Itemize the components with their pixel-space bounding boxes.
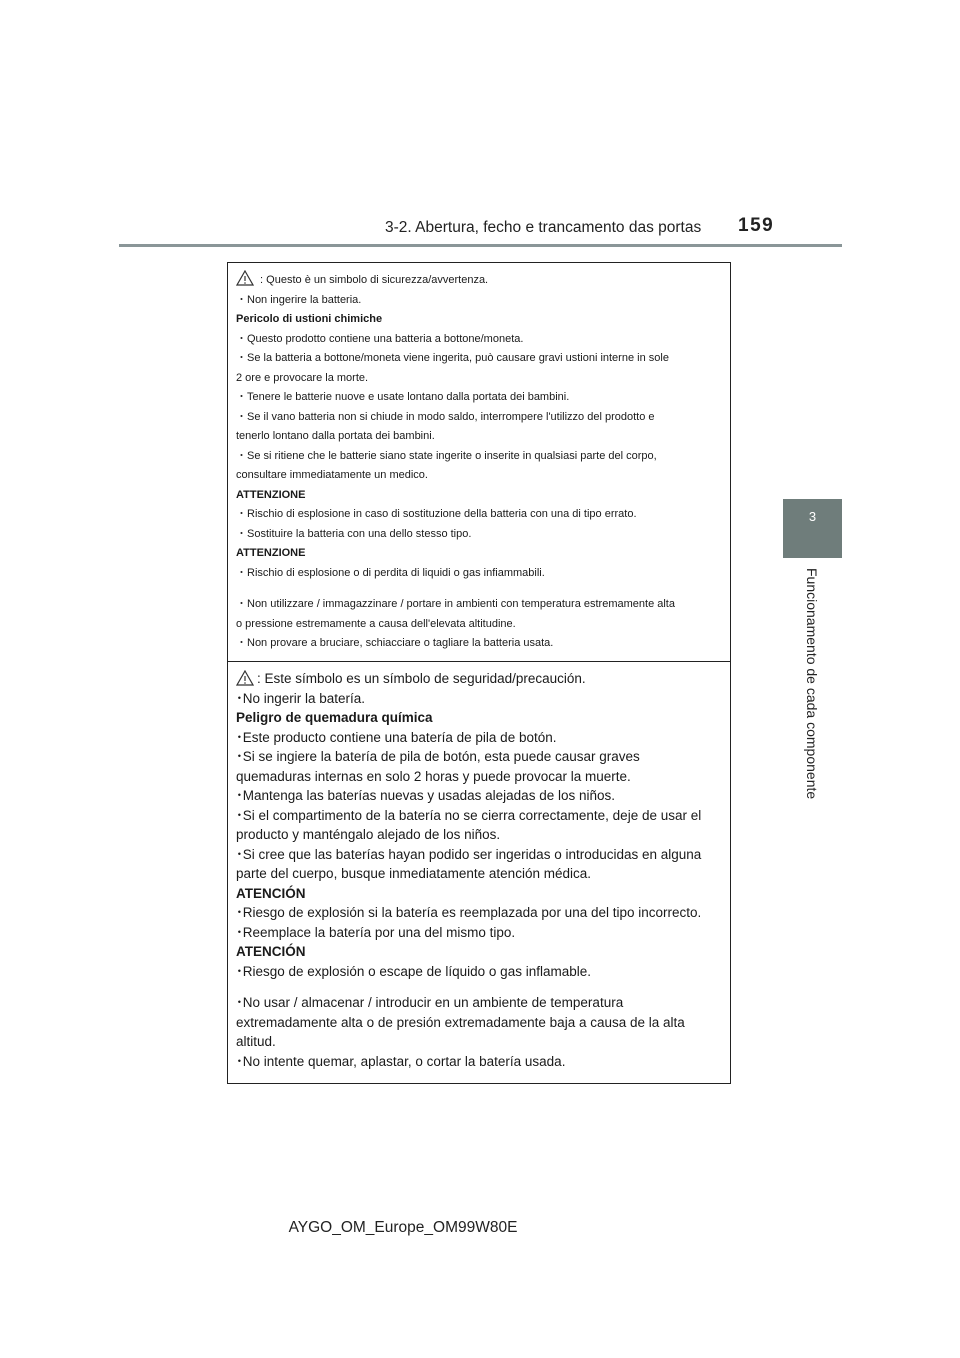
- spanish-line: parte del cuerpo, busque inmediatamente atención médica.: [236, 866, 591, 881]
- italian-heading: Pericolo di ustioni chimiche: [236, 313, 383, 325]
- italian-line: ・Non utilizzare / immagazzinare / portare in ambienti con temperatura estremamente alta: [236, 598, 675, 610]
- warning-symbol-line: [236, 270, 730, 291]
- spacer: [236, 981, 730, 993]
- spanish-line: altitud.: [236, 1034, 276, 1049]
- page-number: 159: [738, 215, 775, 236]
- spanish-heading: ATENCIÓN: [236, 885, 306, 901]
- spanish-line: extremadamente alta o de presión extremadamente baja a causa de la alta: [236, 1014, 685, 1030]
- section-title: 3-2. Abertura, fecho e trancamento das portas: [385, 219, 702, 236]
- spanish-line: ･Riesgo de explosión o escape de líquido o gas inflamable.: [236, 963, 591, 979]
- warning-symbol-text: : Este símbolo es un símbolo de seguridad/precaución.: [257, 671, 586, 686]
- warning-triangle-icon: [236, 270, 254, 286]
- spanish-line: ･Este producto contiene una batería de pila de botón.: [236, 729, 557, 745]
- spanish-warning-box: [227, 662, 731, 1084]
- document-id: AYGO_OM_Europe_OM99W80E: [288, 1219, 518, 1236]
- italian-line: o pressione estremamente a causa dell'elevata altitudine.: [236, 617, 516, 630]
- spanish-line: ･No usar / almacenar / introducir en un ambiente de temperatura: [236, 995, 624, 1010]
- spanish-line: ･No intente quemar, aplastar, o cortar la batería usada.: [236, 1053, 566, 1069]
- spanish-heading: ATENCIÓN: [236, 944, 306, 959]
- spanish-line: producto y manténgalo alejado de los niños.: [236, 827, 501, 842]
- warning-triangle-icon: [236, 670, 254, 686]
- italian-line: ・Se il vano batteria non si chiude in modo saldo, interrompere l'utilizzo del prodotto e: [236, 410, 655, 423]
- italian-heading: ATTENZIONE: [236, 488, 306, 501]
- italian-line: consultare immediatamente un medico.: [236, 469, 428, 481]
- spacer: [236, 583, 730, 595]
- spanish-heading: Peligro de quemadura química: [236, 710, 433, 725]
- italian-line: ・Non provare a bruciare, schiacciare o tagliare la batteria usata.: [236, 637, 554, 649]
- chapter-tab: [783, 499, 842, 558]
- spanish-line: ･Si cree que las baterías hayan podido ser ingeridas o introducidas en alguna: [236, 846, 702, 862]
- italian-line: ・Se si ritiene che le batterie siano state ingerite o inserite in qualsiasi parte del corpo,: [236, 449, 657, 462]
- italian-line: 2 ore e provocare la morte.: [236, 371, 369, 384]
- italian-line: ・Rischio di esplosione in caso di sostituzione della batteria con una di tipo errato.: [236, 508, 637, 520]
- italian-line: ・Se la batteria a bottone/moneta viene ingerita, può causare gravi ustioni interne in sole: [236, 352, 669, 364]
- spanish-line: ･Si se ingiere la batería de pila de botón, esta puede causar graves: [236, 749, 640, 764]
- warning-symbol-text: : Questo è un simbolo di sicurezza/avvertenza.: [257, 274, 489, 286]
- italian-warning-box: [227, 262, 731, 662]
- chapter-number: 3: [808, 509, 817, 524]
- italian-line: ・Rischio di esplosione o di perdita di liquidi o gas infiammabili.: [236, 566, 545, 579]
- spanish-line: quemaduras internas en solo 2 horas y puede provocar la muerte.: [236, 768, 631, 784]
- italian-line: ・Tenere le batterie nuove e usate lontano dalla portata dei bambini.: [236, 391, 570, 403]
- italian-line: ・Non ingerire la batteria.: [236, 293, 362, 306]
- spanish-line: ･Riesgo de explosión si la batería es reemplazada por una del tipo incorrecto.: [236, 905, 702, 920]
- warning-symbol-line: [236, 669, 730, 689]
- footer: [0, 1219, 960, 1237]
- italian-heading: ATTENZIONE: [236, 547, 306, 559]
- chapter-title: Funcionamento de cada componente: [804, 568, 820, 800]
- spanish-line: ･Mantenga las baterías nuevas y usadas alejadas de los niños.: [236, 788, 615, 803]
- spanish-line: ･Si el compartimento de la batería no se cierra correctamente, deje de usar el: [236, 807, 702, 823]
- italian-line: ・Questo prodotto contiene una batteria a bottone/moneta.: [236, 332, 524, 345]
- italian-line: ・Sostituire la batteria con una dello stesso tipo.: [236, 527, 472, 540]
- spanish-line: ･No ingerir la batería.: [236, 690, 366, 706]
- spanish-line: ･Reemplace la batería por una del mismo tipo.: [236, 924, 516, 940]
- italian-line: tenerlo lontano dalla portata dei bambini.: [236, 430, 435, 442]
- header-divider: [119, 244, 842, 247]
